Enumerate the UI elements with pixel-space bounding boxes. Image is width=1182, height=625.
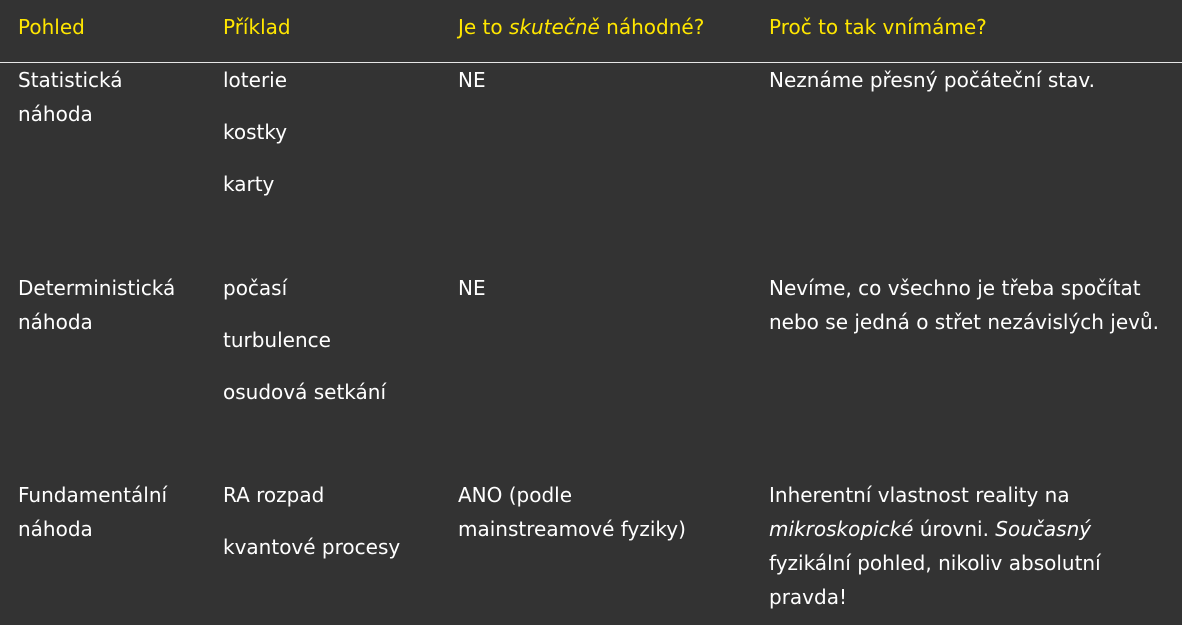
- row3-view-line2: náhoda: [18, 517, 93, 541]
- row3-reason-line1: Inherentní vlastnost reality na: [769, 483, 1070, 507]
- header-nahodne: [458, 14, 704, 40]
- row3-reason-line3: fyzikální pohled, nikoliv absolutní: [769, 551, 1101, 575]
- row3-view: [18, 478, 167, 546]
- row3-examples: [223, 478, 400, 582]
- row3-reason-line4: pravda!: [769, 585, 847, 609]
- row3-random-line2: mainstreamové fyziky): [458, 517, 686, 541]
- header-nahodne-pre: Je to: [458, 15, 509, 39]
- row1-reason-line: Neznáme přesný počáteční stav.: [769, 68, 1095, 92]
- row3-random: [458, 478, 686, 546]
- row3-view-line1: Fundamentální: [18, 483, 168, 507]
- row1-reason: [769, 63, 1095, 97]
- row2-examples: [223, 271, 386, 427]
- row1-random: NE: [458, 68, 486, 92]
- row1-examples: [223, 63, 287, 219]
- table-header: [0, 0, 1182, 63]
- row2-view-line1: Deterministická: [18, 276, 176, 300]
- row3-reason-line2: [769, 512, 1101, 546]
- row1-example: kostky: [223, 120, 288, 144]
- row1-view-line1: Statistická: [18, 68, 123, 92]
- header-nahodne-em: skutečně: [509, 15, 600, 39]
- row1-view: [18, 63, 123, 131]
- row3-example: kvantové procesy: [223, 535, 401, 559]
- row2-reason-line: nebo se jedná o střet nezávislých jevů.: [769, 310, 1160, 334]
- row2-view: [18, 271, 175, 339]
- row1-example: karty: [223, 172, 275, 196]
- header-nahodne-post: náhodné?: [599, 15, 705, 39]
- row3-example: RA rozpad: [223, 483, 325, 507]
- row1-example: loterie: [223, 68, 288, 92]
- header-proc: Proč to tak vnímáme?: [769, 15, 987, 39]
- row2-example: počasí: [223, 276, 288, 300]
- row1-view-line2: náhoda: [18, 102, 93, 126]
- header-priklad: Příklad: [223, 15, 291, 39]
- row3-reason: [769, 478, 1101, 614]
- row2-view-line2: náhoda: [18, 310, 93, 334]
- row2-random: NE: [458, 276, 486, 300]
- row2-reason-line: Nevíme, co všechno je třeba spočítat: [769, 276, 1141, 300]
- header-pohled: Pohled: [18, 15, 85, 39]
- row3-reason-em2: Současný: [995, 517, 1092, 541]
- row3-random-line1: ANO (podle: [458, 483, 573, 507]
- row3-reason-em1: mikroskopické: [769, 517, 914, 541]
- row2-example: osudová setkání: [223, 380, 386, 404]
- row2-example: turbulence: [223, 328, 331, 352]
- row3-reason-mid: úrovni.: [913, 517, 996, 541]
- row2-reason: [769, 271, 1159, 339]
